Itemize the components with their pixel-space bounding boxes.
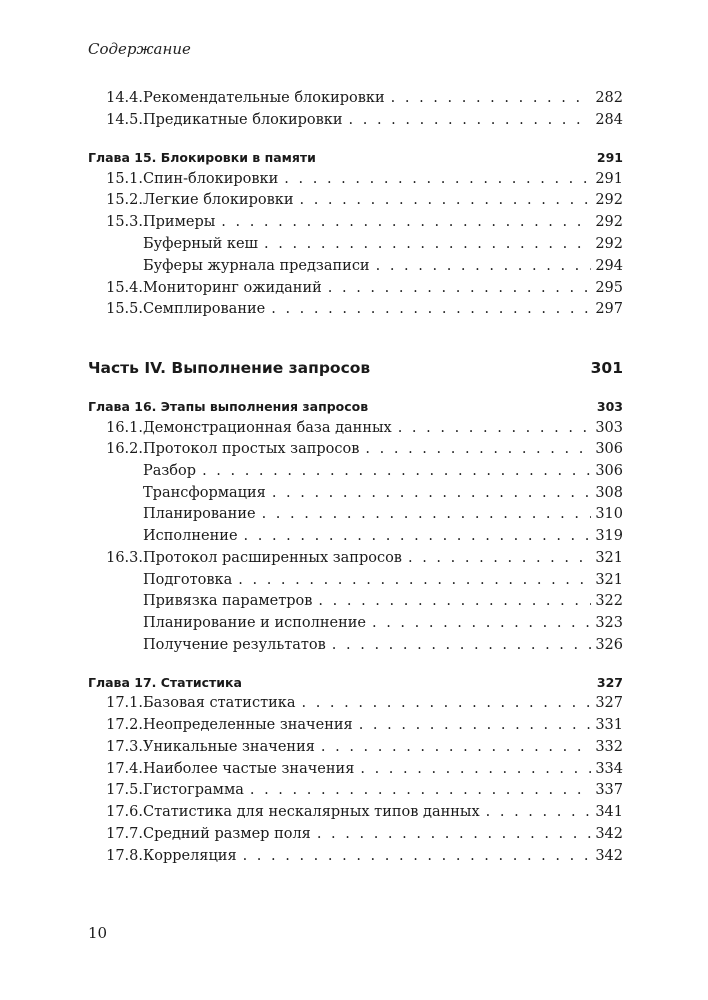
toc-entry bbox=[0, 212, 708, 233]
toc-entry bbox=[0, 824, 708, 845]
entry-title: Мониторинг ожиданий bbox=[143, 280, 322, 296]
entry-number: 17.8. bbox=[106, 848, 143, 864]
dot-leader bbox=[360, 759, 591, 780]
dot-leader bbox=[300, 190, 592, 211]
dot-leader bbox=[284, 169, 591, 190]
toc-subentry bbox=[0, 234, 708, 255]
toc-entry bbox=[0, 278, 708, 299]
entry-number: 16.1. bbox=[106, 420, 143, 436]
toc-entry bbox=[0, 693, 708, 714]
toc-entry bbox=[0, 439, 708, 460]
entry-title: Статистика для нескалярных типов данных bbox=[143, 804, 480, 820]
toc-entry bbox=[0, 110, 708, 131]
entry-page: 308 bbox=[595, 485, 623, 501]
dot-leader bbox=[302, 693, 592, 714]
entry-number: 15.5. bbox=[106, 301, 143, 317]
entry-number: 14.5. bbox=[106, 112, 143, 128]
dot-leader bbox=[264, 234, 591, 255]
entry-page: 327 bbox=[595, 695, 623, 711]
entry-title: Корреляция bbox=[143, 848, 237, 864]
toc-entry bbox=[0, 88, 708, 109]
dot-leader bbox=[359, 715, 592, 736]
entry-page: 282 bbox=[595, 90, 623, 106]
dot-leader bbox=[321, 737, 591, 758]
entry-title: Планирование bbox=[143, 506, 256, 522]
entry-page: 334 bbox=[595, 761, 623, 777]
dot-leader bbox=[271, 299, 591, 320]
entry-page: 297 bbox=[595, 301, 623, 317]
entry-page: 295 bbox=[595, 280, 623, 296]
toc-entry bbox=[0, 418, 708, 439]
entry-number: 15.3. bbox=[106, 214, 143, 230]
entry-title: Подготовка bbox=[143, 572, 233, 588]
toc-entry bbox=[0, 780, 708, 801]
chapter-title: Глава 15. Блокировки в памяти bbox=[88, 150, 316, 165]
entry-number: 17.1. bbox=[106, 695, 143, 711]
entry-title: Буферы журнала предзаписи bbox=[143, 258, 370, 274]
toc-subentry bbox=[0, 256, 708, 277]
dot-leader bbox=[243, 846, 592, 867]
entry-title: Протокол простых запросов bbox=[143, 441, 360, 457]
entry-page: 310 bbox=[595, 506, 623, 522]
entry-number: 16.2. bbox=[106, 441, 143, 457]
chapter-page: 303 bbox=[596, 399, 623, 414]
entry-page: 303 bbox=[595, 420, 623, 436]
entry-number: 17.3. bbox=[106, 739, 143, 755]
entry-title: Базовая статистика bbox=[143, 695, 296, 711]
chapter-page: 291 bbox=[596, 150, 623, 165]
entry-title: Легкие блокировки bbox=[143, 192, 294, 208]
entry-number: 17.4. bbox=[106, 761, 143, 777]
entry-page: 291 bbox=[595, 171, 623, 187]
chapter-heading bbox=[88, 396, 623, 418]
toc-entry bbox=[0, 299, 708, 320]
toc-subentry bbox=[0, 613, 708, 634]
dot-leader bbox=[328, 278, 592, 299]
chapter-heading bbox=[88, 147, 623, 169]
dot-leader bbox=[408, 548, 591, 569]
entry-page: 326 bbox=[595, 637, 623, 653]
entry-number: 15.4. bbox=[106, 280, 143, 296]
part-page: 301 bbox=[590, 359, 623, 377]
entry-page: 292 bbox=[595, 236, 623, 252]
entry-title: Трансформация bbox=[143, 485, 266, 501]
chapter-title: Глава 16. Этапы выполнения запросов bbox=[88, 399, 369, 414]
entry-page: 323 bbox=[595, 615, 623, 631]
entry-title: Протокол расширенных запросов bbox=[143, 550, 402, 566]
dot-leader bbox=[372, 613, 591, 634]
dot-leader bbox=[317, 824, 591, 845]
entry-title: Семплирование bbox=[143, 301, 266, 317]
dot-leader bbox=[398, 418, 592, 439]
toc-entry bbox=[0, 715, 708, 736]
entry-number: 17.2. bbox=[106, 717, 143, 733]
entry-number: 15.2. bbox=[106, 192, 143, 208]
chapter-page: 327 bbox=[596, 675, 623, 690]
chapter-heading bbox=[88, 672, 623, 694]
entry-number: 17.7. bbox=[106, 826, 143, 842]
entry-title: Привязка параметров bbox=[143, 593, 313, 609]
toc-subentry bbox=[0, 635, 708, 656]
dot-leader bbox=[221, 212, 591, 233]
toc-subentry bbox=[0, 461, 708, 482]
toc-entry bbox=[0, 169, 708, 190]
entry-page: 342 bbox=[595, 848, 623, 864]
entry-page: 292 bbox=[595, 192, 623, 208]
dot-leader bbox=[391, 88, 592, 109]
dot-leader bbox=[349, 110, 592, 131]
part-title: Часть IV. Выполнение запросов bbox=[88, 359, 371, 377]
toc-entry bbox=[0, 759, 708, 780]
page-number: 10 bbox=[88, 924, 108, 942]
entry-page: 321 bbox=[595, 572, 623, 588]
dot-leader bbox=[238, 570, 591, 591]
entry-page: 322 bbox=[595, 593, 623, 609]
entry-title: Получение результатов bbox=[143, 637, 326, 653]
entry-page: 284 bbox=[595, 112, 623, 128]
entry-page: 342 bbox=[595, 826, 623, 842]
toc-subentry bbox=[0, 591, 708, 612]
toc-subentry bbox=[0, 504, 708, 525]
entry-title: Спин-блокировки bbox=[143, 171, 279, 187]
entry-page: 306 bbox=[595, 441, 623, 457]
entry-page: 332 bbox=[595, 739, 623, 755]
dot-leader bbox=[486, 802, 592, 823]
entry-title: Исполнение bbox=[143, 528, 238, 544]
dot-leader bbox=[365, 439, 591, 460]
toc-entry bbox=[0, 190, 708, 211]
entry-page: 292 bbox=[595, 214, 623, 230]
toc-entry bbox=[0, 737, 708, 758]
entry-number: 17.5. bbox=[106, 782, 143, 798]
entry-title: Неопределенные значения bbox=[143, 717, 353, 733]
toc-subentry bbox=[0, 526, 708, 547]
entry-title: Буферный кеш bbox=[143, 236, 259, 252]
entry-page: 319 bbox=[595, 528, 623, 544]
part-heading bbox=[88, 355, 623, 381]
dot-leader bbox=[376, 256, 592, 277]
entry-number: 16.3. bbox=[106, 550, 143, 566]
entry-page: 341 bbox=[595, 804, 623, 820]
chapter-title: Глава 17. Статистика bbox=[88, 675, 242, 690]
running-header: Содержание bbox=[88, 40, 191, 58]
entry-title: Гистограмма bbox=[143, 782, 244, 798]
entry-number: 14.4. bbox=[106, 90, 143, 106]
entry-page: 321 bbox=[595, 550, 623, 566]
dot-leader bbox=[262, 504, 592, 525]
toc-subentry bbox=[0, 570, 708, 591]
entry-title: Предикатные блокировки bbox=[143, 112, 343, 128]
entry-title: Рекомендательные блокировки bbox=[143, 90, 385, 106]
entry-page: 294 bbox=[595, 258, 623, 274]
toc-subentry bbox=[0, 483, 708, 504]
entry-title: Примеры bbox=[143, 214, 216, 230]
entry-title: Наиболее частые значения bbox=[143, 761, 355, 777]
entry-page: 306 bbox=[595, 463, 623, 479]
entry-number: 17.6. bbox=[106, 804, 143, 820]
entry-title: Средний размер поля bbox=[143, 826, 311, 842]
entry-title: Планирование и исполнение bbox=[143, 615, 366, 631]
toc-entry bbox=[0, 846, 708, 867]
toc-entry bbox=[0, 802, 708, 823]
entry-page: 331 bbox=[595, 717, 623, 733]
entry-title: Демонстрационная база данных bbox=[143, 420, 392, 436]
dot-leader bbox=[332, 635, 592, 656]
entry-number: 15.1. bbox=[106, 171, 143, 187]
entry-title: Уникальные значения bbox=[143, 739, 315, 755]
dot-leader bbox=[272, 483, 592, 504]
dot-leader bbox=[250, 780, 591, 801]
entry-page: 337 bbox=[595, 782, 623, 798]
entry-title: Разбор bbox=[143, 463, 197, 479]
dot-leader bbox=[202, 461, 591, 482]
toc-entry bbox=[0, 548, 708, 569]
dot-leader bbox=[318, 591, 591, 612]
dot-leader bbox=[244, 526, 592, 547]
